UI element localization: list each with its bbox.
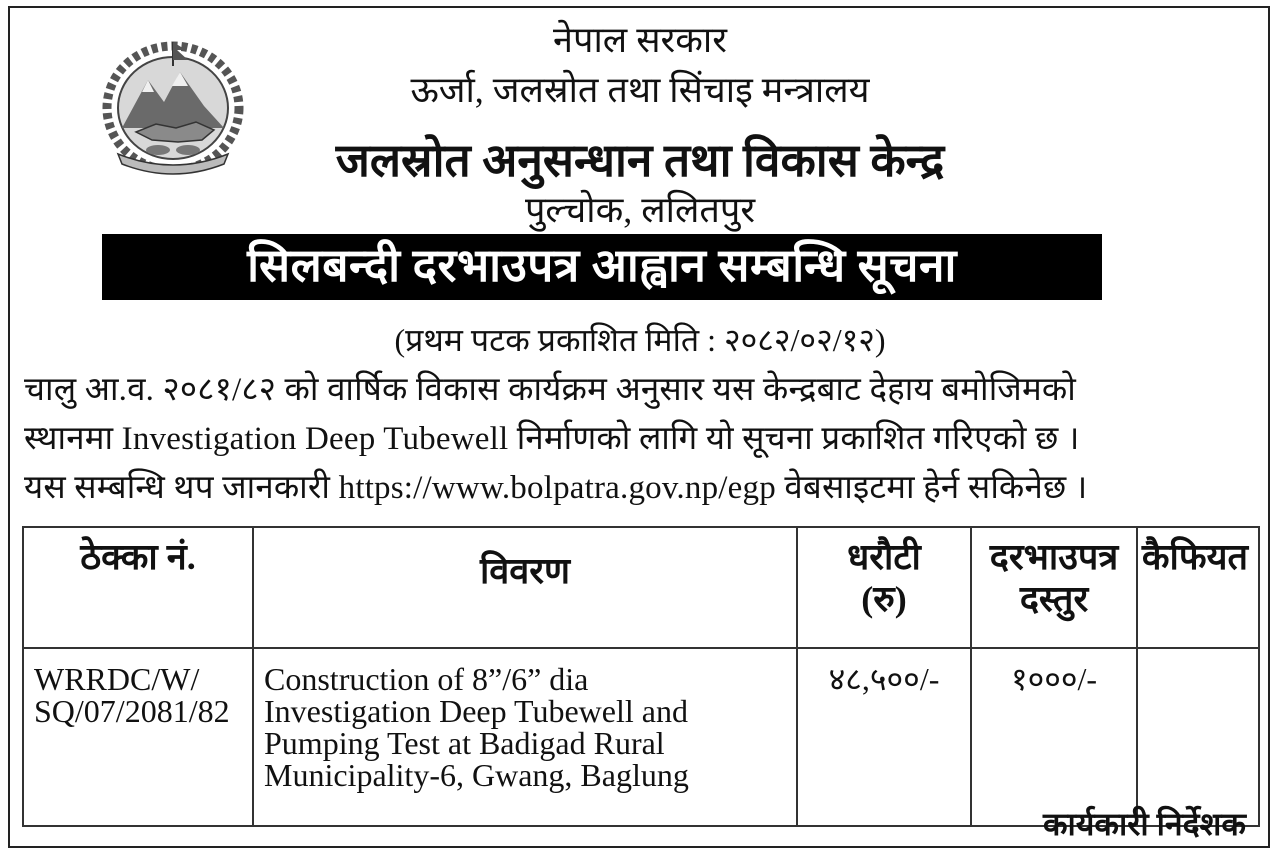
notice-body [24, 366, 1260, 513]
table-row [23, 648, 1259, 826]
ministry-name: ऊर्जा, जलस्रोत तथा सिंचाइ मन्त्रालय [410, 70, 870, 110]
center-address: पुल्चोक, ललितपुर [524, 190, 756, 230]
body-line-3: यस सम्बन्धि थप जानकारी https://www.bolpatra.gov.np/egp वेबसाइटमा हेर्न सकिनेछ । [24, 470, 1088, 506]
header-contract-no: ठेक्का नं. [23, 527, 253, 648]
contract-number-cell: WRRDC/W/ SQ/07/2081/82 [23, 648, 253, 826]
header-remarks: कैफियत [1137, 527, 1259, 648]
header-bid-fee: दरभाउपत्र दस्तुर [971, 527, 1137, 648]
header-description: विवरण [253, 527, 797, 648]
notice-title: सिलबन्दी दरभाउपत्र आह्वान सम्बन्धि सूचना [102, 234, 1102, 300]
body-line-1: चालु आ.व. २०८१/८२ को वार्षिक विकास कार्यक्रम अनुसार यस केन्द्रबाट देहाय बमोजिमको [24, 372, 1077, 408]
body-line-2: स्थानमा Investigation Deep Tubewell निर्माणको लागि यो सूचना प्रकाशित गरिएको छ । [24, 421, 1080, 457]
deposit-cell: ४८,५००/- [797, 648, 971, 826]
tender-table [22, 526, 1260, 827]
table-header-row [23, 527, 1259, 648]
signatory-title: कार्यकारी निर्देशक [1042, 806, 1246, 842]
remarks-cell [1137, 648, 1259, 826]
description-cell: Construction of 8”/6” dia Investigation Deep Tubewell and Pumping Test at Badigad Rural Municipality-6, Gwang, Baglung [253, 648, 797, 826]
header-deposit: धरौटी (रु) [797, 527, 971, 648]
publication-date: (प्रथम पटक प्रकाशित मिति : २०८२/०२/१२) [394, 322, 886, 358]
bid-fee-cell: १०००/- [971, 648, 1137, 826]
center-name: जलस्रोत अनुसन्धान तथा विकास केन्द्र [335, 135, 945, 186]
government-name: नेपाल सरकार [553, 20, 727, 60]
